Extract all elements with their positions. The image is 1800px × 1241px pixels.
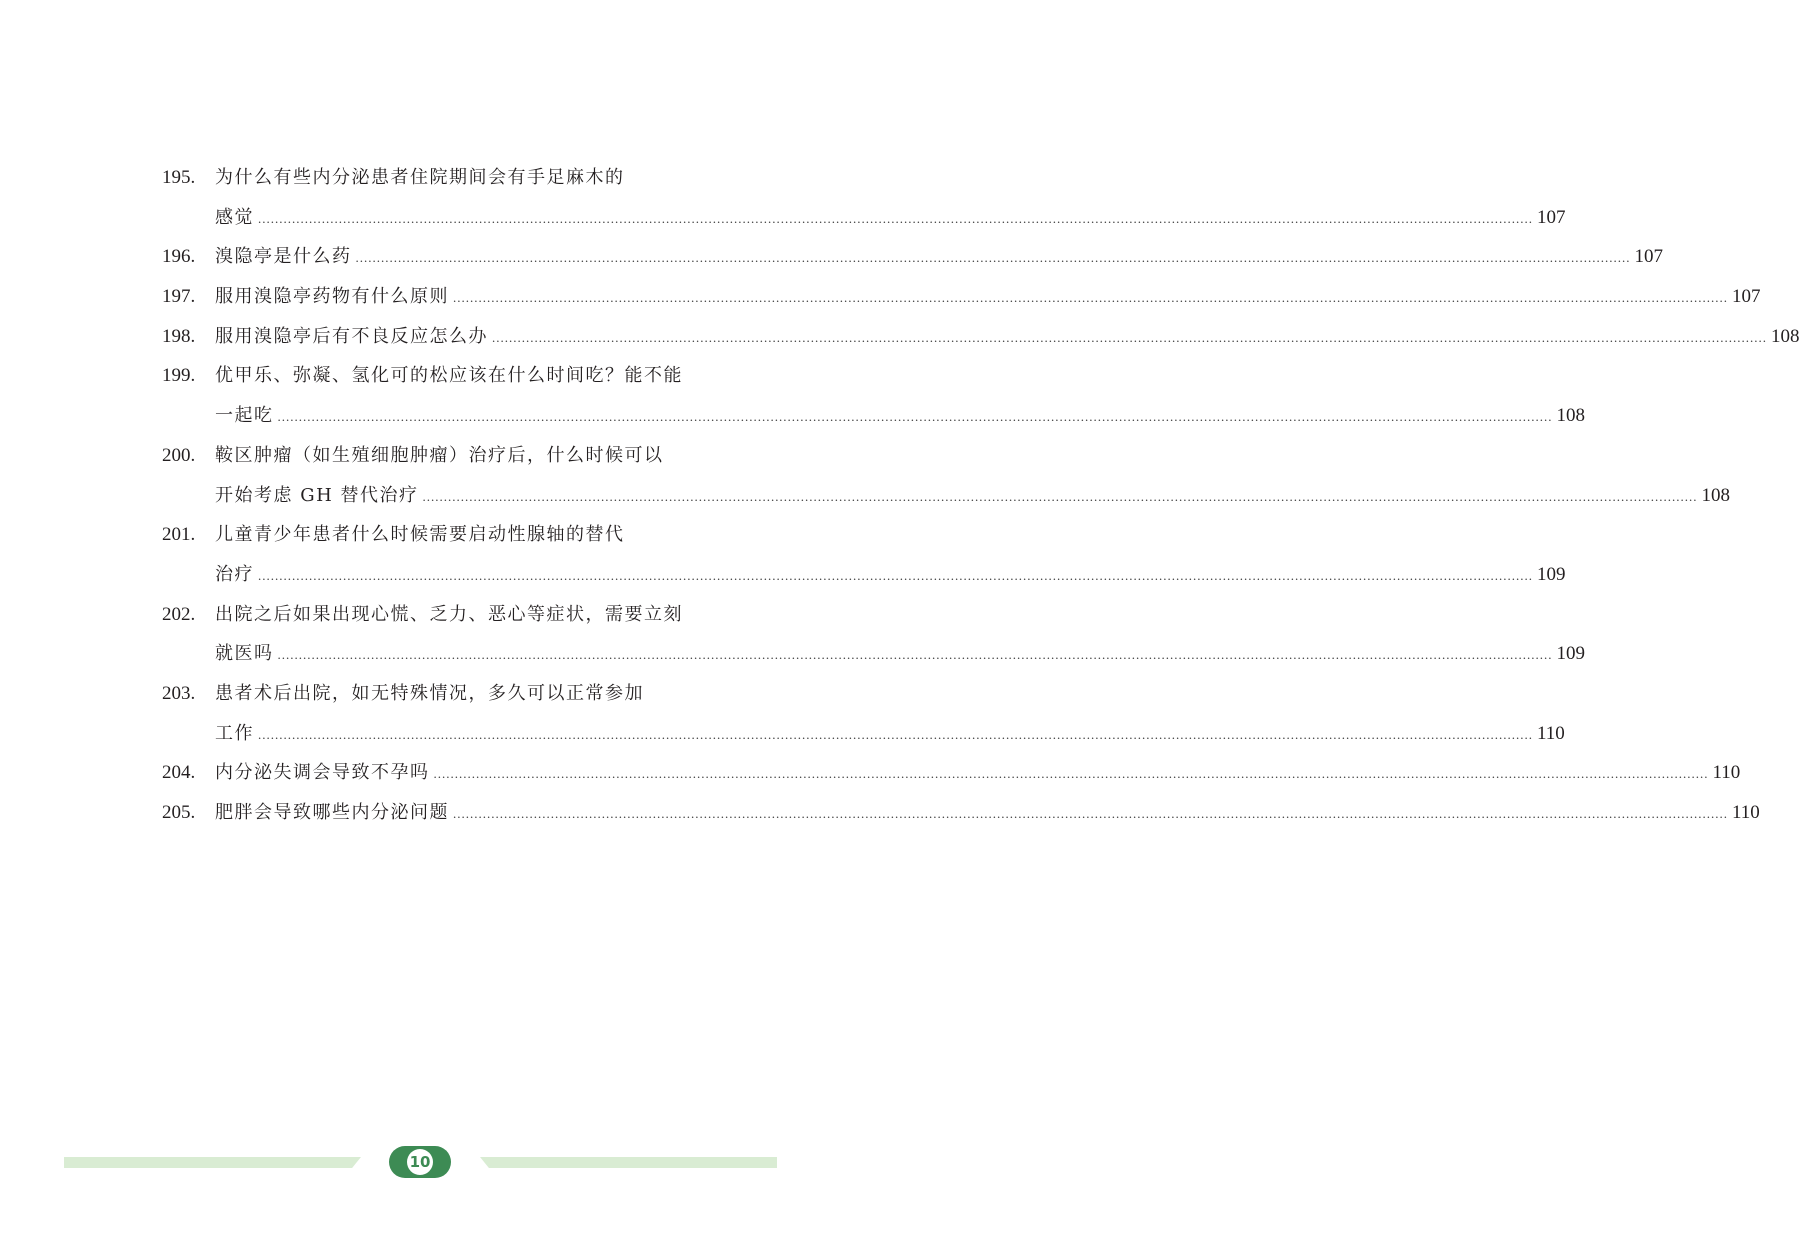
toc-entry[interactable] xyxy=(162,158,1566,237)
toc-entry-title: 治疗 xyxy=(215,563,254,585)
toc-entry-page: 107 xyxy=(1537,206,1566,228)
toc-entry-leader-row xyxy=(215,714,1565,755)
toc-entry-line xyxy=(162,198,1566,238)
toc-entry-leader-row xyxy=(215,198,1566,239)
toc-entry-title: 儿童青少年患者什么时候需要启动性腺轴的替代 xyxy=(215,524,625,546)
toc-entry-line xyxy=(162,674,738,714)
toc-entry-line xyxy=(162,515,738,555)
toc-entry-leader-row xyxy=(215,317,1800,358)
toc-entry-line xyxy=(162,317,1800,357)
toc-entry-leader-row xyxy=(215,277,1761,318)
toc-entry-title: 内分泌失调会导致不孕吗 xyxy=(215,762,430,784)
toc-entry-leader-row xyxy=(215,237,1663,278)
dot-leader: ............................................................................................................................................................................................................................................................................................................ xyxy=(492,329,1767,345)
toc-entry-number: 198. xyxy=(162,325,196,347)
toc-entry[interactable] xyxy=(162,595,1585,674)
toc-entry-line xyxy=(162,277,1761,317)
toc-entry[interactable] xyxy=(162,753,1741,793)
toc-entry[interactable] xyxy=(162,436,1731,515)
toc-entry-line xyxy=(162,237,1663,277)
toc-entry-leader-row xyxy=(215,753,1741,794)
toc-entry-title: 出院之后如果出现心慌、乏力、恶心等症状，需要立刻 xyxy=(215,603,683,625)
toc-entry-page: 109 xyxy=(1537,563,1566,585)
toc-entry-title: 鞍区肿瘤（如生殖细胞肿瘤）治疗后，什么时候可以 xyxy=(215,444,664,466)
toc-entry-title: 患者术后出院，如无特殊情况，多久可以正常参加 xyxy=(215,682,644,704)
toc-entry-line xyxy=(162,356,738,396)
toc-entry-number: 205. xyxy=(162,802,196,823)
footer-bar-left xyxy=(64,1157,361,1168)
toc-entry-line xyxy=(162,476,1731,516)
toc-entry[interactable] xyxy=(162,515,1566,594)
toc-entry-title: 优甲乐、弥凝、氢化可的松应该在什么时间吃？能不能 xyxy=(215,365,683,387)
toc-entry-title: 服用溴隐亭药物有什么原则 xyxy=(215,286,449,308)
page-number-badge xyxy=(389,1146,451,1178)
page-number: 10 xyxy=(407,1149,433,1175)
toc-entry-line xyxy=(162,753,1741,793)
toc-entry[interactable] xyxy=(162,674,1565,753)
toc-entry-line xyxy=(162,634,1585,674)
toc-entry-page: 107 xyxy=(1732,286,1761,308)
toc-entry-title: 就医吗 xyxy=(215,643,274,665)
toc-entry-number: 200. xyxy=(162,444,196,466)
toc-entry-page: 110 xyxy=(1537,722,1565,744)
toc-entry-number: 204. xyxy=(162,762,196,784)
toc-entry-title: 开始考虑 GH 替代治疗 xyxy=(215,484,419,506)
toc-entry-title: 服用溴隐亭后有不良反应怎么办 xyxy=(215,325,488,347)
toc-entry-number: 201. xyxy=(162,524,196,546)
toc-entry-leader-row xyxy=(215,555,1566,596)
toc-entry-line xyxy=(162,714,1565,754)
toc-entry-title: 工作 xyxy=(215,722,254,744)
toc-entry-title: 感觉 xyxy=(215,206,254,228)
toc-entry-line xyxy=(162,555,1566,595)
toc-entry-number: 196. xyxy=(162,246,196,268)
dot-leader: ............................................................................................................................................................................................................................................................................................................ xyxy=(355,250,1631,266)
toc-entry[interactable] xyxy=(162,237,1663,277)
toc-entry-leader-row xyxy=(215,476,1731,517)
dot-leader: ............................................................................................................................................................................................................................................................................................................ xyxy=(422,488,1698,504)
dot-leader: ............................................................................................................................................................................................................................................................................................................ xyxy=(277,409,1553,425)
toc-entry-number: 199. xyxy=(162,365,196,387)
toc-entry[interactable] xyxy=(162,356,1585,435)
dot-leader: ............................................................................................................................................................................................................................................................................................................ xyxy=(453,290,1728,306)
toc-entry-leader-row xyxy=(215,634,1585,675)
toc-entry-page: 109 xyxy=(1556,643,1585,665)
toc-entry-page: 108 xyxy=(1771,325,1800,347)
toc-entry-title: 一起吃 xyxy=(215,405,274,427)
toc-entry-number: 195. xyxy=(162,167,196,188)
footer-bar-right xyxy=(480,1157,777,1168)
toc-entry-number: 202. xyxy=(162,603,196,625)
toc-entry-line xyxy=(162,158,738,198)
toc-entry[interactable] xyxy=(162,793,1760,833)
toc-entry-line xyxy=(162,793,1760,833)
toc-entry-page: 107 xyxy=(1634,246,1663,268)
toc-entry-leader-row xyxy=(215,793,1760,834)
toc-entry[interactable] xyxy=(162,317,1800,357)
toc-entry[interactable] xyxy=(162,277,1761,317)
dot-leader: ............................................................................................................................................................................................................................................................................................................ xyxy=(453,806,1728,821)
toc-entry-page: 110 xyxy=(1732,802,1760,823)
toc-entry-number: 203. xyxy=(162,682,196,704)
dot-leader: ............................................................................................................................................................................................................................................................................................................ xyxy=(433,766,1709,782)
dot-leader: ............................................................................................................................................................................................................................................................................................................ xyxy=(258,210,1533,226)
toc-entry-title: 为什么有些内分泌患者住院期间会有手足麻木的 xyxy=(215,167,625,188)
toc-entry-number: 197. xyxy=(162,286,196,308)
toc-entry-title: 溴隐亭是什么药 xyxy=(215,246,352,268)
dot-leader: ............................................................................................................................................................................................................................................................................................................ xyxy=(258,726,1533,742)
toc-entry-page: 108 xyxy=(1556,405,1585,427)
dot-leader: ............................................................................................................................................................................................................................................................................................................ xyxy=(277,647,1553,663)
toc-entry-title: 肥胖会导致哪些内分泌问题 xyxy=(215,802,449,823)
toc-entry-line xyxy=(162,595,738,635)
toc-entry-page: 110 xyxy=(1712,762,1741,784)
toc-entry-leader-row xyxy=(215,396,1585,437)
toc-entry-line xyxy=(162,396,1585,436)
toc-entry-line xyxy=(162,436,738,476)
dot-leader: ............................................................................................................................................................................................................................................................................................................ xyxy=(258,567,1533,583)
toc-entry-page: 108 xyxy=(1701,484,1731,506)
table-of-contents xyxy=(162,158,1800,833)
